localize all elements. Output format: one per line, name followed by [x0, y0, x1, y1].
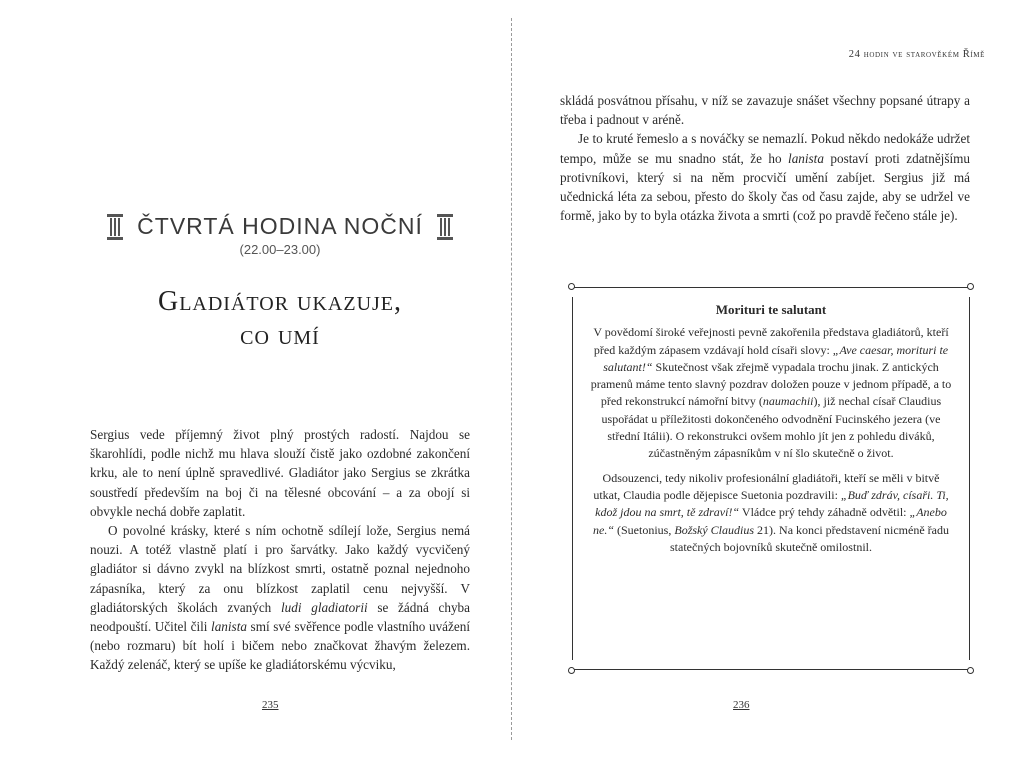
page-number: 236 [733, 699, 750, 711]
sidebar-title: Morituri te salutant [715, 302, 827, 317]
left-page [0, 0, 505, 768]
corner-ornament [967, 667, 974, 674]
paragraph: skládá posvátnou přísahu, v níž se zavazuje snášet všechny popsané útrapy a třeba i padnout v aréně. [560, 93, 970, 128]
section-title [120, 285, 440, 353]
paragraph: Je to kruté řemeslo a s nováčky se nemazlí. Pokud někdo nedokáže udržet tempo, může se mu snadno stát, že ho lanista postaví proti zdatnějšímu protivníkovi, který si na něm procvičí umění zabíjet. Sergius již má učednická léta za sebou, přesto do školy čas od času zajde, aby se udržel ve formě, jako by to byla otázka života a smrti (což po pravdě řečeno stále je). [560, 131, 970, 224]
sidebar-paragraph: Odsouzenci, tedy nikoliv profesionální gladiátoři, kteří se měli v bitvě utkat, Claudia podle dějepisce Suetonia pozdravili: „Buď zdráv, císaři. Ti, kdož jdou na smrt, tě zdraví!“ Vládce prý tehdy záhadně odvětil: „Anebo ne.“ (Suetonius, Božský Claudius 21). Na konci představení nicméně řadu statečných bojovníků skutečně omilostnil. [593, 470, 949, 554]
corner-ornament [967, 283, 974, 290]
running-head: 24 hodin ve starověkém Římě [848, 49, 985, 60]
chapter-time: (22.00–23.00) [239, 242, 321, 257]
column-pillar-icon [437, 214, 453, 240]
italic-term: ludi gladiatorii [281, 599, 368, 615]
column-pillar-icon [107, 214, 123, 240]
sidebar-content [590, 301, 952, 563]
corner-ornament [568, 283, 575, 290]
chapter-title: ČTVRTÁ HODINA NOČNÍ [137, 213, 423, 239]
right-page [515, 0, 1024, 768]
section-title-line: Gladiátor ukazuje, [157, 286, 403, 317]
italic-term: lanista [788, 150, 824, 166]
italic-term: lanista [211, 619, 247, 635]
page-number: 235 [262, 699, 279, 711]
left-body-text [90, 425, 470, 675]
paragraph: Sergius vede příjemný život plný prostých radostí. Najdou se škarohlídi, podle nichž mu hlava slouží čistě jako ozdobné zakončení krku, ale to není úplně spravedlivé. Gladiátor jako Sergius se zkrátka soustředí především na boj či na tělesné obcování – a za obojí si obvykle nechá dobře zaplatit. [90, 427, 470, 519]
right-body-text [560, 91, 970, 225]
sidebar-paragraph: V povědomí široké veřejnosti pevně zakořenila představa gladiátorů, kteří před každým zápasem vzdávají hold císaři slovy: „Ave caesar, morituri te salutant!“ Skutečnost však zřejmě vypadala trochu jinak. Z antických pramenů máme tento slavný pozdrav doložen pouze v jednom případě, a to před rekonstrukcí námořní bitvy (naumachii), již nechal císař Claudius uspořádat u příležitosti dokončeného odvodnění Fucinského jezera (ve střední Itálii). O rekonstrukci ovšem mohlo jít jen z pohledu diváků, zúčastněným zápasníkům v ní šlo skutečně o život. [590, 325, 952, 461]
book-spine-divider [511, 18, 512, 740]
section-title-line: co umí [240, 320, 320, 351]
sidebar-box [572, 287, 970, 670]
paragraph: O povolné krásky, které s ním ochotně sdílejí lože, Sergius nemá nouzi. A totéž vlastně platí i pro šarvátky. Jako každý vycvičený gladiátor si dávno zvykl na blízkost smrti, ostatně poznal nejednoho zápasníka, který za onu blízkost zaplatil cenu nejvyšší. V gladiátorských školách zvaných ludi gladiatorii se žádná chyba neodpouští. Učitel čili lanista smí své svěřence podle vlastního uvážení (nebo rozmaru) bít holí i bičem nebo značkovat žhavým železem. Každý zelenáč, který se upíše ke gladiátorskému výcviku, [90, 523, 471, 673]
corner-ornament [568, 667, 575, 674]
chapter-heading [100, 213, 460, 257]
